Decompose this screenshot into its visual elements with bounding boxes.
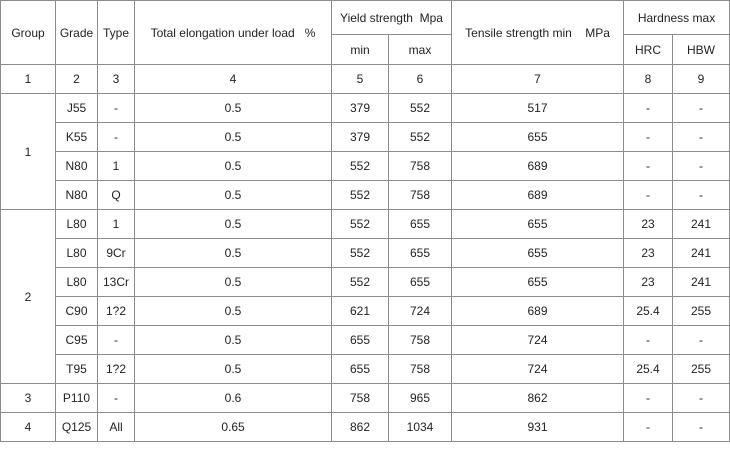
header-hrc: HRC — [624, 35, 673, 65]
cell-group: 3 — [1, 384, 56, 413]
cell-hardness-hrc: - — [624, 123, 673, 152]
cell-grade: T95 — [56, 355, 98, 384]
header-tensile-strength: Tensile strength min MPa — [452, 1, 624, 65]
cell-elongation: 0.5 — [135, 326, 332, 355]
table-row — [1, 355, 730, 384]
cell-grade: L80 — [56, 210, 98, 239]
table-row — [1, 326, 730, 355]
column-number: 3 — [98, 65, 135, 94]
table-row — [1, 239, 730, 268]
cell-hardness-hrc: - — [624, 181, 673, 210]
cell-type: 9Cr — [98, 239, 135, 268]
cell-hardness-hbw: 255 — [673, 297, 730, 326]
cell-hardness-hrc: - — [624, 152, 673, 181]
table-row — [1, 210, 730, 239]
table-row — [1, 123, 730, 152]
cell-hardness-hbw: - — [673, 94, 730, 123]
cell-tensile-min: 689 — [452, 152, 624, 181]
cell-hardness-hbw: - — [673, 123, 730, 152]
cell-yield-max: 965 — [389, 384, 452, 413]
cell-hardness-hrc: 25.4 — [624, 297, 673, 326]
column-number: 2 — [56, 65, 98, 94]
cell-yield-min: 552 — [332, 239, 389, 268]
cell-tensile-min: 517 — [452, 94, 624, 123]
cell-yield-max: 758 — [389, 181, 452, 210]
cell-tensile-min: 724 — [452, 355, 624, 384]
cell-grade: L80 — [56, 268, 98, 297]
cell-tensile-min: 655 — [452, 210, 624, 239]
cell-elongation: 0.5 — [135, 123, 332, 152]
table-row — [1, 413, 730, 442]
cell-hardness-hbw: 241 — [673, 268, 730, 297]
cell-type: - — [98, 123, 135, 152]
cell-grade: Q125 — [56, 413, 98, 442]
cell-hardness-hbw: - — [673, 326, 730, 355]
table-row — [1, 181, 730, 210]
cell-yield-max: 758 — [389, 355, 452, 384]
cell-tensile-min: 931 — [452, 413, 624, 442]
cell-hardness-hrc: 23 — [624, 239, 673, 268]
table-body — [1, 65, 730, 442]
cell-type: - — [98, 326, 135, 355]
header-group: Group — [1, 1, 56, 65]
cell-tensile-min: 655 — [452, 123, 624, 152]
header-type: Type — [98, 1, 135, 65]
cell-type: 13Cr — [98, 268, 135, 297]
cell-yield-min: 655 — [332, 355, 389, 384]
cell-tensile-min: 724 — [452, 326, 624, 355]
header-yield-min: min — [332, 35, 389, 65]
cell-yield-max: 552 — [389, 123, 452, 152]
cell-hardness-hbw: 241 — [673, 239, 730, 268]
column-number: 1 — [1, 65, 56, 94]
cell-elongation: 0.5 — [135, 268, 332, 297]
cell-tensile-min: 689 — [452, 181, 624, 210]
cell-grade: L80 — [56, 239, 98, 268]
cell-elongation: 0.5 — [135, 210, 332, 239]
header-yield-max: max — [389, 35, 452, 65]
cell-yield-min: 552 — [332, 152, 389, 181]
cell-elongation: 0.6 — [135, 384, 332, 413]
cell-elongation: 0.5 — [135, 152, 332, 181]
cell-group: 1 — [1, 94, 56, 210]
cell-yield-min: 379 — [332, 94, 389, 123]
cell-grade: C90 — [56, 297, 98, 326]
cell-hardness-hbw: - — [673, 181, 730, 210]
cell-grade: K55 — [56, 123, 98, 152]
cell-hardness-hrc: - — [624, 384, 673, 413]
cell-type: All — [98, 413, 135, 442]
cell-yield-max: 655 — [389, 239, 452, 268]
cell-yield-max: 1034 — [389, 413, 452, 442]
cell-yield-max: 724 — [389, 297, 452, 326]
cell-elongation: 0.5 — [135, 181, 332, 210]
header-grade: Grade — [56, 1, 98, 65]
column-number: 9 — [673, 65, 730, 94]
cell-tensile-min: 862 — [452, 384, 624, 413]
header-row-top — [1, 1, 730, 35]
table-row — [1, 268, 730, 297]
cell-yield-max: 655 — [389, 210, 452, 239]
cell-hardness-hrc: - — [624, 413, 673, 442]
cell-yield-min: 379 — [332, 123, 389, 152]
column-number: 4 — [135, 65, 332, 94]
cell-yield-min: 552 — [332, 181, 389, 210]
table-row — [1, 297, 730, 326]
column-number: 6 — [389, 65, 452, 94]
cell-yield-max: 758 — [389, 152, 452, 181]
cell-type: - — [98, 384, 135, 413]
cell-yield-max: 552 — [389, 94, 452, 123]
cell-hardness-hrc: 23 — [624, 268, 673, 297]
header-hbw: HBW — [673, 35, 730, 65]
table-row — [1, 152, 730, 181]
cell-elongation: 0.65 — [135, 413, 332, 442]
cell-grade: J55 — [56, 94, 98, 123]
cell-hardness-hrc: - — [624, 94, 673, 123]
cell-hardness-hbw: - — [673, 384, 730, 413]
cell-elongation: 0.5 — [135, 297, 332, 326]
cell-tensile-min: 655 — [452, 268, 624, 297]
cell-tensile-min: 655 — [452, 239, 624, 268]
header-hardness: Hardness max — [624, 1, 730, 35]
cell-tensile-min: 689 — [452, 297, 624, 326]
cell-hardness-hbw: - — [673, 152, 730, 181]
cell-yield-min: 758 — [332, 384, 389, 413]
cell-type: 1?2 — [98, 355, 135, 384]
cell-grade: N80 — [56, 181, 98, 210]
cell-yield-min: 552 — [332, 268, 389, 297]
table-row — [1, 384, 730, 413]
cell-hardness-hrc: - — [624, 326, 673, 355]
cell-elongation: 0.5 — [135, 239, 332, 268]
cell-yield-min: 862 — [332, 413, 389, 442]
column-number: 8 — [624, 65, 673, 94]
cell-grade: P110 — [56, 384, 98, 413]
cell-grade: C95 — [56, 326, 98, 355]
cell-yield-min: 552 — [332, 210, 389, 239]
cell-hardness-hrc: 23 — [624, 210, 673, 239]
cell-hardness-hrc: 25.4 — [624, 355, 673, 384]
cell-type: 1 — [98, 210, 135, 239]
cell-yield-max: 655 — [389, 268, 452, 297]
column-number: 7 — [452, 65, 624, 94]
cell-type: Q — [98, 181, 135, 210]
cell-elongation: 0.5 — [135, 94, 332, 123]
table-row — [1, 94, 730, 123]
cell-grade: N80 — [56, 152, 98, 181]
cell-group: 2 — [1, 210, 56, 384]
cell-hardness-hbw: 241 — [673, 210, 730, 239]
header-yield-strength: Yield strength Mpa — [332, 1, 452, 35]
cell-hardness-hbw: 255 — [673, 355, 730, 384]
cell-group: 4 — [1, 413, 56, 442]
cell-yield-min: 655 — [332, 326, 389, 355]
column-number-row — [1, 65, 730, 94]
cell-yield-min: 621 — [332, 297, 389, 326]
cell-type: - — [98, 94, 135, 123]
cell-type: 1?2 — [98, 297, 135, 326]
column-number: 5 — [332, 65, 389, 94]
header-elongation: Total elongation under load % — [135, 1, 332, 65]
cell-hardness-hbw: - — [673, 413, 730, 442]
cell-elongation: 0.5 — [135, 355, 332, 384]
cell-yield-max: 758 — [389, 326, 452, 355]
cell-type: 1 — [98, 152, 135, 181]
